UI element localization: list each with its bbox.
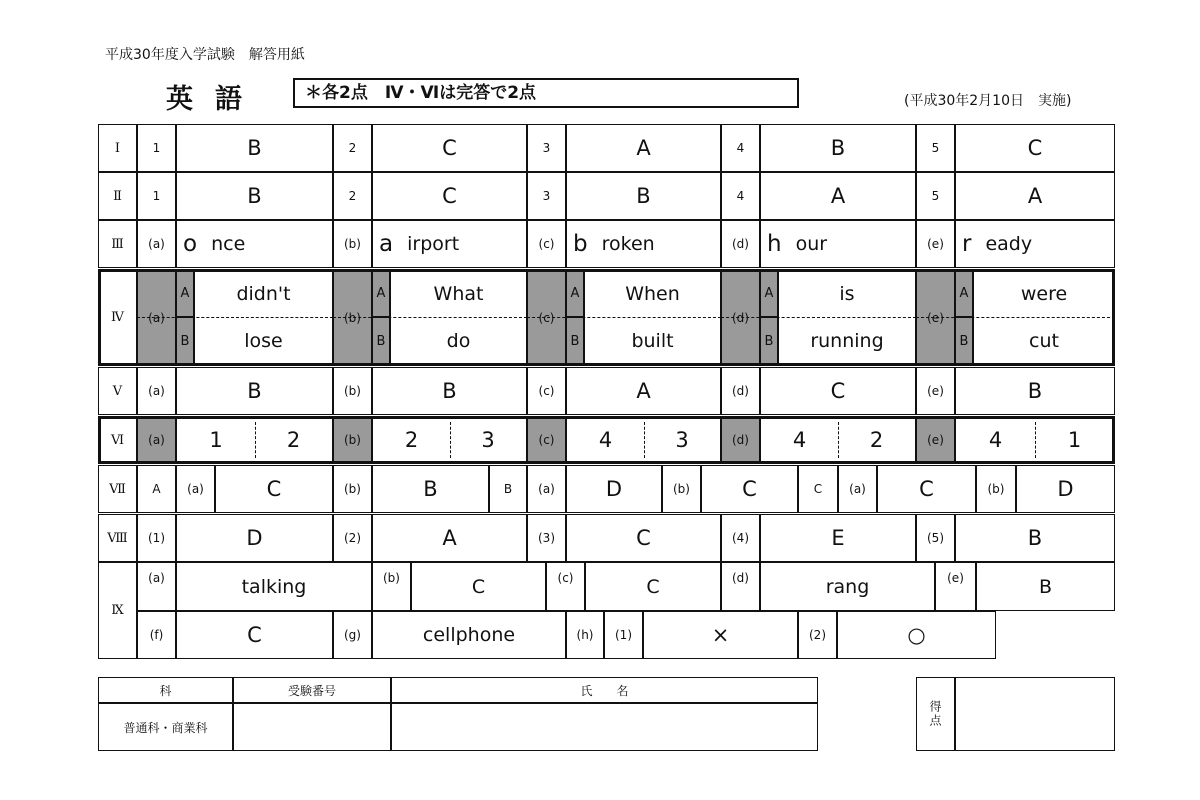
exam-title: 平成30年度入学試験 解答用紙 bbox=[105, 47, 305, 63]
question-label: (e) bbox=[935, 562, 976, 611]
answer-cell: B bbox=[955, 367, 1115, 415]
answer-cell: B bbox=[372, 465, 489, 513]
question-label: (a) bbox=[137, 416, 176, 464]
question-label: 3 bbox=[527, 124, 566, 172]
answer-cell: C bbox=[176, 611, 333, 659]
answer-cell: A bbox=[955, 172, 1115, 220]
answer-cell: C bbox=[701, 465, 798, 513]
section-number: Ⅸ bbox=[98, 562, 137, 659]
answer-b-cell: do bbox=[390, 317, 527, 366]
question-label: (4) bbox=[721, 514, 760, 562]
answer-cell: C bbox=[372, 172, 527, 220]
answer-cell: A bbox=[566, 124, 721, 172]
question-label: (b) bbox=[333, 465, 372, 513]
answer-cell: C bbox=[215, 465, 333, 513]
order-second-cell: 2 bbox=[255, 416, 333, 464]
order-first-cell: 4 bbox=[760, 416, 838, 464]
initial-letter: a bbox=[379, 231, 394, 257]
question-label: 1 bbox=[137, 124, 176, 172]
order-second-cell: 2 bbox=[838, 416, 916, 464]
question-label: 2 bbox=[333, 124, 372, 172]
answer-cell: A bbox=[372, 514, 527, 562]
dashed-divider bbox=[450, 422, 451, 458]
section-number: Ⅰ bbox=[98, 124, 137, 172]
question-label: (a) bbox=[527, 465, 566, 513]
answer-cell: C bbox=[955, 124, 1115, 172]
initial-letter: h bbox=[767, 231, 782, 257]
word-completion-cell bbox=[955, 220, 1115, 268]
question-label: (c) bbox=[527, 220, 566, 268]
answer-cell: C bbox=[372, 124, 527, 172]
answer-cell: B bbox=[566, 172, 721, 220]
question-label: (d) bbox=[721, 416, 760, 464]
section-number: Ⅶ bbox=[98, 465, 137, 513]
answer-cell: B bbox=[976, 562, 1115, 611]
question-label: (c) bbox=[527, 367, 566, 415]
sub-label-b: B bbox=[955, 317, 973, 366]
answer-cell: × bbox=[643, 611, 798, 659]
dashed-divider bbox=[1035, 422, 1036, 458]
question-label: (b) bbox=[333, 416, 372, 464]
word-completion-cell bbox=[176, 220, 333, 268]
question-label: (a) bbox=[838, 465, 877, 513]
question-label: (b) bbox=[662, 465, 701, 513]
question-label: (1) bbox=[604, 611, 643, 659]
question-label: (c) bbox=[527, 269, 566, 366]
question-label: (g) bbox=[333, 611, 372, 659]
answer-cell: talking bbox=[176, 562, 372, 611]
answer-cell: D bbox=[566, 465, 662, 513]
order-first-cell: 2 bbox=[372, 416, 450, 464]
question-label: (a) bbox=[137, 269, 176, 366]
question-label: (2) bbox=[333, 514, 372, 562]
question-label: (e) bbox=[916, 416, 955, 464]
answer-cell: C bbox=[411, 562, 546, 611]
question-label: (2) bbox=[798, 611, 837, 659]
word-completion-cell bbox=[760, 220, 916, 268]
word-rest: roken bbox=[601, 233, 655, 255]
group-label: A bbox=[137, 465, 176, 513]
answer-cell: cellphone bbox=[372, 611, 566, 659]
answer-b-cell: built bbox=[584, 317, 721, 366]
question-label: (d) bbox=[721, 269, 760, 366]
question-label: (a) bbox=[137, 220, 176, 268]
answer-cell: A bbox=[760, 172, 916, 220]
group-label: B bbox=[489, 465, 527, 513]
dashed-divider bbox=[255, 422, 256, 458]
dashed-divider bbox=[137, 317, 333, 318]
sub-label-b: B bbox=[566, 317, 584, 366]
order-second-cell: 3 bbox=[644, 416, 721, 464]
dashed-divider bbox=[721, 317, 916, 318]
order-first-cell: 4 bbox=[566, 416, 644, 464]
sub-label-b: B bbox=[372, 317, 390, 366]
question-label: (d) bbox=[721, 220, 760, 268]
course-header: 科 bbox=[98, 677, 233, 703]
sub-label-a: A bbox=[760, 269, 778, 317]
sub-label-a: A bbox=[372, 269, 390, 317]
answer-cell: E bbox=[760, 514, 916, 562]
question-label: 5 bbox=[916, 124, 955, 172]
dashed-divider bbox=[644, 422, 645, 458]
question-label: 2 bbox=[333, 172, 372, 220]
question-label: 4 bbox=[721, 172, 760, 220]
exam-date: (平成30年2月10日 実施) bbox=[904, 93, 1072, 109]
question-label: (5) bbox=[916, 514, 955, 562]
answer-cell: ○ bbox=[837, 611, 996, 659]
sub-label-a: A bbox=[566, 269, 584, 317]
answer-cell: B bbox=[176, 124, 333, 172]
exam-number-header: 受験番号 bbox=[233, 677, 391, 703]
section-number: Ⅳ bbox=[98, 269, 137, 366]
question-label: 5 bbox=[916, 172, 955, 220]
question-label: (3) bbox=[527, 514, 566, 562]
order-second-cell: 3 bbox=[450, 416, 527, 464]
sub-label-a: A bbox=[955, 269, 973, 317]
dashed-divider bbox=[916, 317, 1115, 318]
word-rest: our bbox=[795, 233, 828, 255]
order-first-cell: 4 bbox=[955, 416, 1035, 464]
group-label: C bbox=[798, 465, 838, 513]
points-note: ＊各2点 Ⅳ・Ⅵは完答で2点 bbox=[293, 78, 799, 108]
subject-title: 英語 bbox=[166, 84, 264, 115]
question-label: (f) bbox=[137, 611, 176, 659]
exam-number-field[interactable] bbox=[233, 703, 391, 751]
question-label: (b) bbox=[976, 465, 1016, 513]
question-label: (d) bbox=[721, 367, 760, 415]
answer-a-cell: When bbox=[584, 269, 721, 317]
dashed-divider bbox=[333, 317, 527, 318]
question-label: (d) bbox=[721, 562, 760, 611]
section-number: Ⅲ bbox=[98, 220, 137, 268]
answer-b-cell: running bbox=[778, 317, 916, 366]
score-field[interactable] bbox=[955, 677, 1115, 751]
name-field[interactable] bbox=[391, 703, 818, 751]
order-first-cell: 1 bbox=[176, 416, 255, 464]
word-completion-cell bbox=[566, 220, 721, 268]
answer-cell: B bbox=[176, 367, 333, 415]
answer-cell: B bbox=[955, 514, 1115, 562]
question-label: (b) bbox=[333, 220, 372, 268]
question-label: (b) bbox=[372, 562, 411, 611]
word-rest: irport bbox=[407, 233, 460, 255]
sub-label-b: B bbox=[176, 317, 194, 366]
section-number: Ⅱ bbox=[98, 172, 137, 220]
name-header: 氏 名 bbox=[391, 677, 818, 703]
question-label: (a) bbox=[137, 367, 176, 415]
initial-letter: o bbox=[183, 231, 198, 257]
answer-b-cell: cut bbox=[973, 317, 1115, 366]
question-label: (c) bbox=[527, 416, 566, 464]
answer-a-cell: What bbox=[390, 269, 527, 317]
sub-label-b: B bbox=[760, 317, 778, 366]
answer-cell: C bbox=[585, 562, 721, 611]
order-second-cell: 1 bbox=[1035, 416, 1115, 464]
question-label: (e) bbox=[916, 269, 955, 366]
sub-label-a: A bbox=[176, 269, 194, 317]
question-label: 4 bbox=[721, 124, 760, 172]
question-label: (a) bbox=[137, 562, 176, 611]
dashed-divider bbox=[838, 422, 839, 458]
answer-a-cell: didn't bbox=[194, 269, 333, 317]
word-rest: eady bbox=[985, 233, 1033, 255]
word-completion-cell bbox=[372, 220, 527, 268]
initial-letter: r bbox=[962, 231, 972, 257]
question-label: (h) bbox=[566, 611, 604, 659]
section-number: Ⅷ bbox=[98, 514, 137, 562]
word-rest: nce bbox=[211, 233, 246, 255]
question-label: (e) bbox=[916, 367, 955, 415]
question-label: 1 bbox=[137, 172, 176, 220]
answer-b-cell: lose bbox=[194, 317, 333, 366]
answer-cell: B bbox=[176, 172, 333, 220]
score-label: 得点 bbox=[916, 677, 955, 751]
initial-letter: b bbox=[573, 231, 588, 257]
section-number: Ⅵ bbox=[98, 416, 137, 464]
answer-cell: D bbox=[176, 514, 333, 562]
answer-cell: C bbox=[566, 514, 721, 562]
answer-a-cell: is bbox=[778, 269, 916, 317]
question-label: 3 bbox=[527, 172, 566, 220]
question-label: (1) bbox=[137, 514, 176, 562]
answer-cell: D bbox=[1016, 465, 1115, 513]
question-label: (e) bbox=[916, 220, 955, 268]
answer-cell: B bbox=[760, 124, 916, 172]
question-label: (b) bbox=[333, 269, 372, 366]
question-label: (a) bbox=[176, 465, 215, 513]
dashed-divider bbox=[527, 317, 721, 318]
answer-cell: C bbox=[760, 367, 916, 415]
course-value: 普通科・商業科 bbox=[98, 703, 233, 751]
answer-cell: C bbox=[877, 465, 976, 513]
section-number: Ⅴ bbox=[98, 367, 137, 415]
question-label: (b) bbox=[333, 367, 372, 415]
answer-cell: rang bbox=[760, 562, 935, 611]
answer-a-cell: were bbox=[973, 269, 1115, 317]
answer-cell: B bbox=[372, 367, 527, 415]
question-label: (c) bbox=[546, 562, 585, 611]
answer-cell: A bbox=[566, 367, 721, 415]
